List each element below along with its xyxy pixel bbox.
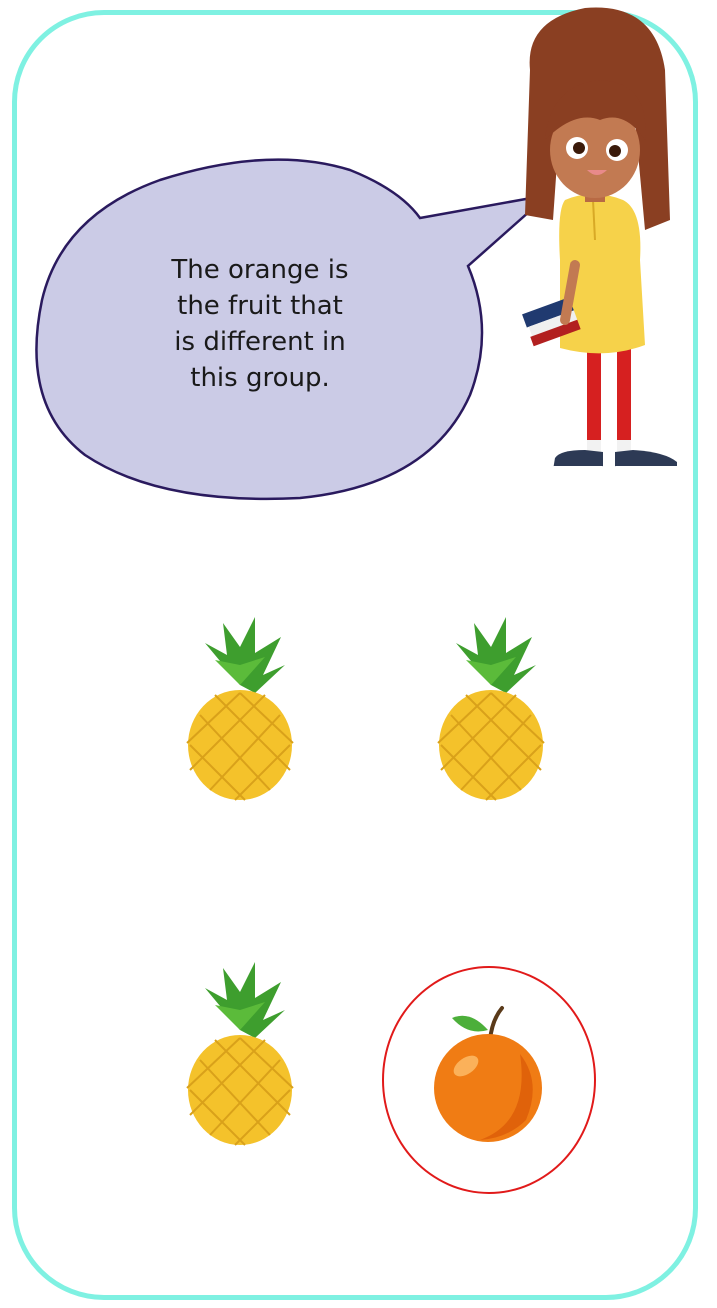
pineapple-icon	[185, 960, 295, 1150]
odd-one-out-highlight-circle	[382, 966, 596, 1194]
girl-character-illustration	[505, 0, 695, 490]
speech-bubble-text: The orange is the fruit that is different in this group.	[171, 255, 349, 393]
pineapple-icon	[185, 615, 295, 805]
pineapple-icon	[436, 615, 546, 805]
